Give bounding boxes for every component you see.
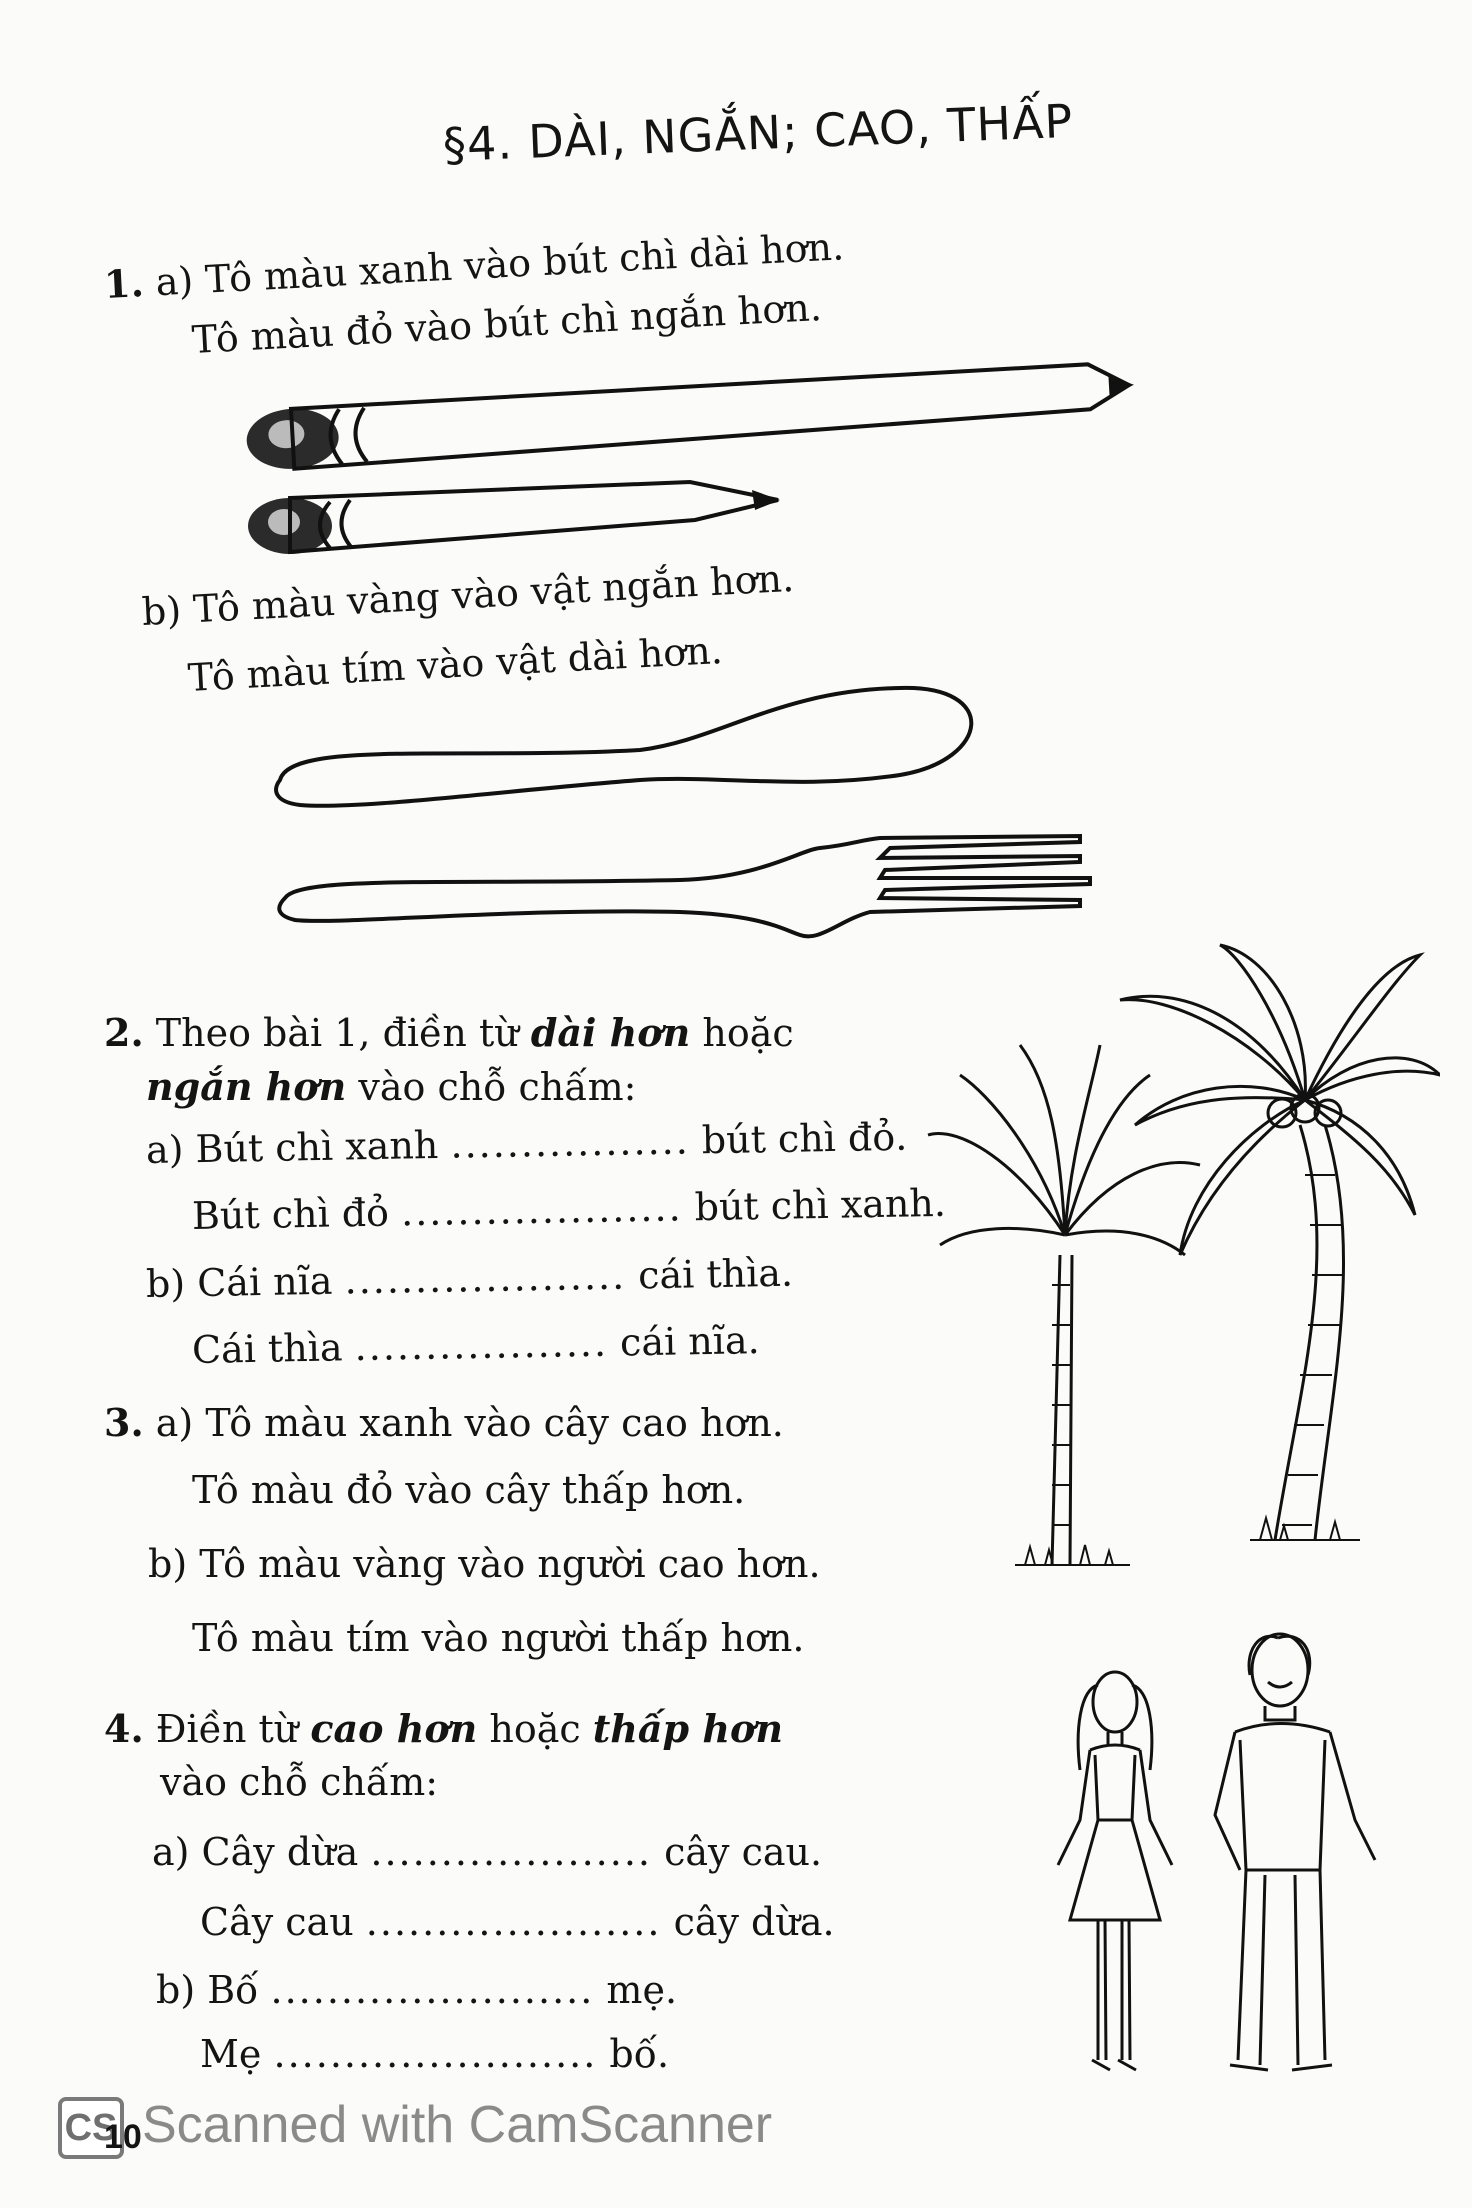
ex2-b-line2	[192, 1318, 760, 1372]
ex3-b-text2: Tô màu tím vào người thấp hơn.	[192, 1616, 805, 1660]
ex2-b2-pre: Cái thìa	[191, 1325, 343, 1372]
ex2-a2-pre: Bút chì đỏ	[191, 1190, 390, 1238]
fork-icon	[279, 836, 1090, 936]
ex4-b2-pre: Mẹ	[200, 2032, 262, 2076]
ex2-b1-blank: ....................	[344, 1253, 627, 1303]
ex2-b2-blank: ..................	[354, 1320, 609, 1370]
ex2-number: 2.	[104, 1010, 144, 1055]
ex2-a-line1	[146, 1115, 908, 1172]
trees-illustration	[920, 925, 1440, 1585]
ex2-word-dai-hon: dài hơn	[530, 1010, 691, 1055]
ex4-a-line2	[200, 1900, 835, 1944]
ex4-b2-post: bố.	[609, 2032, 670, 2076]
ex4-a1-blank: ....................	[370, 1830, 652, 1874]
ex2-a2-post: bút chì xanh.	[694, 1180, 947, 1230]
ex3-a-line1	[104, 1400, 784, 1445]
ex4-b2-blank: .......................	[273, 2032, 598, 2076]
ex4-a2-post: cây dừa.	[673, 1900, 835, 1944]
ex4-word-thap-hon: thấp hơn	[592, 1706, 783, 1751]
ex2-a1-blank: .................	[450, 1118, 691, 1167]
ex4-intro-line1	[104, 1706, 783, 1751]
ex4-b-line1	[156, 1968, 677, 2012]
ex3-number: 3.	[104, 1400, 144, 1445]
long-pencil	[245, 362, 1136, 472]
ex4-word-cao-hon: cao hơn	[310, 1706, 478, 1751]
ex2-b1-post: cái thìa.	[637, 1250, 794, 1298]
ex4-b1-pre: b) Bố	[156, 1968, 259, 2012]
ex1-a-text2: Tô màu đỏ vào bút chì ngắn hơn.	[190, 285, 823, 362]
areca-tree	[928, 1045, 1200, 1565]
mother-figure	[1058, 1672, 1172, 2070]
people-illustration	[1010, 1620, 1410, 2100]
ex3-b-text1: b) Tô màu vàng vào người cao hơn.	[148, 1542, 821, 1586]
short-pencil	[248, 482, 780, 554]
ex1-b-text2: Tô màu tím vào vật dài hơn.	[186, 628, 724, 700]
ex2-intro-line1	[104, 1010, 794, 1055]
ex4-a-line1	[152, 1830, 822, 1874]
ex2-intro-line2	[146, 1064, 636, 1109]
ex4-a1-pre: a) Cây dừa	[152, 1830, 359, 1874]
page-number: 10	[104, 2118, 142, 2156]
ex4-a2-blank: .....................	[365, 1900, 662, 1944]
pencils-illustration	[240, 340, 1140, 570]
ex4-b1-blank: .......................	[270, 1968, 595, 2012]
ex1-b-text1: b) Tô màu vàng vào vật ngắn hơn.	[140, 555, 796, 634]
ex4-b1-post: mẹ.	[606, 1968, 678, 2012]
ex4-a1-post: cây cau.	[664, 1830, 823, 1874]
ex2-b-line1	[146, 1251, 794, 1306]
ex2-intro-post: vào chỗ chấm:	[346, 1065, 637, 1109]
father-figure	[1215, 1634, 1375, 2070]
ex2-a1-pre: a) Bút chì xanh	[145, 1122, 439, 1172]
spoon-fork-illustration	[260, 680, 1120, 960]
ex3-a-text2: Tô màu đỏ vào cây thấp hơn.	[192, 1468, 746, 1512]
spoon-icon	[276, 688, 971, 806]
ex1-number: 1.	[102, 259, 145, 307]
ex4-intro-line2: vào chỗ chấm:	[160, 1760, 439, 1804]
ex2-a2-blank: ....................	[400, 1185, 683, 1235]
ex2-b1-pre: b) Cái nĩa	[145, 1258, 333, 1306]
camscanner-watermark: Scanned with CamScanner	[142, 2096, 773, 2154]
ex2-a-line2	[192, 1181, 947, 1238]
camscanner-logo: CS	[58, 2097, 124, 2159]
ex2-intro-pre: Theo bài 1, điền từ	[155, 1011, 531, 1055]
ex1-a-text1: a) Tô màu xanh vào bút chì dài hơn.	[154, 224, 846, 305]
ex3-a-text1: a) Tô màu xanh vào cây cao hơn.	[155, 1401, 784, 1445]
ex2-b2-post: cái nĩa.	[619, 1318, 760, 1365]
ex2-word-ngan-hon: ngắn hơn	[146, 1064, 347, 1109]
ex4-intro-pre: Điền từ	[155, 1707, 311, 1751]
ex4-a2-pre: Cây cau	[200, 1900, 354, 1944]
ex4-b-line2	[200, 2032, 669, 2076]
ex4-intro-mid: hoặc	[477, 1707, 593, 1751]
ex2-intro-mid: hoặc	[690, 1011, 794, 1055]
ex2-a1-post: bút chì đỏ.	[701, 1114, 908, 1163]
page-title: §4. DÀI, NGẮN; CAO, THẤP	[441, 93, 1075, 172]
ex4-number: 4.	[104, 1706, 144, 1751]
